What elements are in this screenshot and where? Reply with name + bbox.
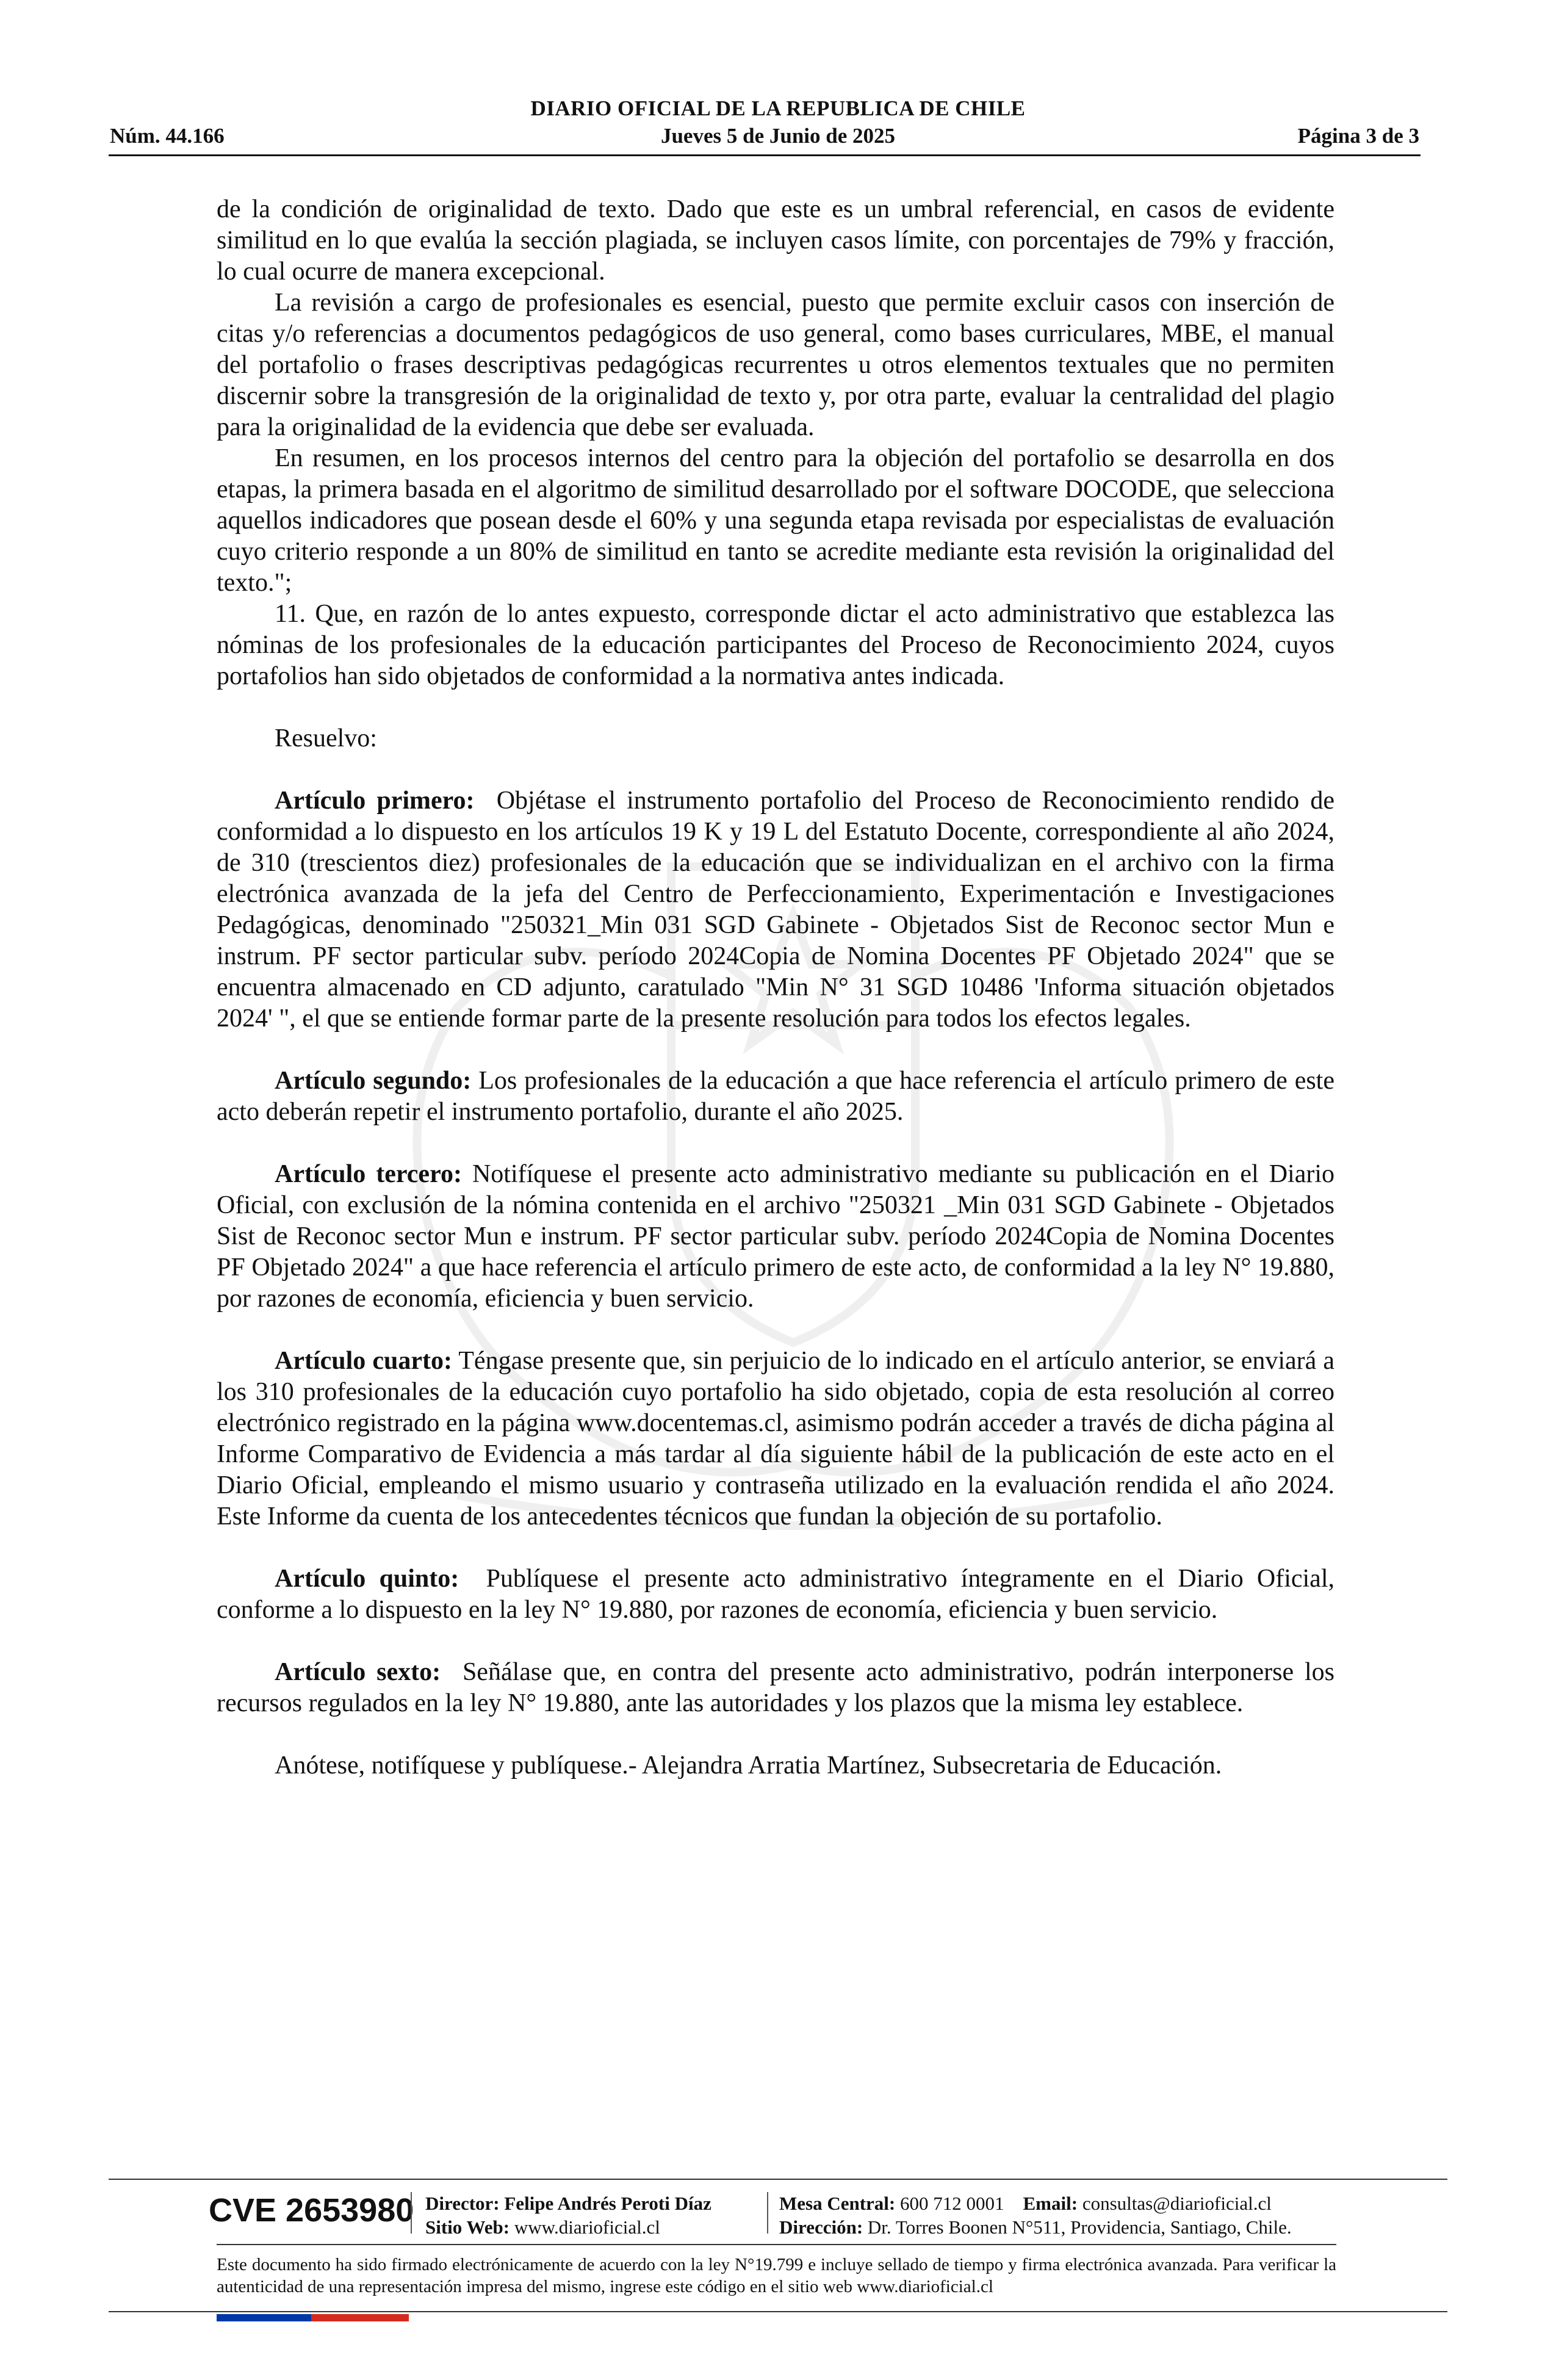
article-6-text: Señálase que, en contra del presente acto administrativo, podrán interponerse los recursos regulados en la ley N° 19.880, ante las autoridades y los plazos que la misma ley establece. bbox=[217, 1658, 1335, 1717]
address-label: Dirección: bbox=[779, 2216, 863, 2238]
resuelvo-heading: Resuelvo: bbox=[275, 724, 377, 752]
article-1 bbox=[217, 785, 1334, 1034]
article-5-label: Artículo quinto: bbox=[275, 1565, 459, 1593]
footer-legal-note: Este documento ha sido firmado electrónicamente de acuerdo con la ley N°19.799 e incluye sellado de tiempo y firma electrónica avanzada. Para verificar la autenticidad de una representación impresa del mismo, ingrese este código en el sitio web www.diarioficial.cl bbox=[217, 2255, 1336, 2296]
article-4-label: Artículo cuarto: bbox=[275, 1347, 452, 1375]
flag-color-bar bbox=[217, 2314, 409, 2321]
document-body bbox=[217, 194, 1334, 1781]
article-3 bbox=[217, 1159, 1334, 1314]
article-1-label: Artículo primero: bbox=[275, 787, 475, 815]
article-3-text: Notifíquese el presente acto administrativo mediante su publicación en el Diario Oficial, con exclusión de la nómina contenida en el archivo "250321 _Min 031 SGD Gabinete - Objetados Sist de Reconoc sector Mun e instrum. PF sector particular subv. período 2024Copia de Nomina Docentes PF Objetado 2024" a que hace referencia el artículo primero de este acto, de conformidad a la ley N° 19.880, por razones de economía, eficiencia y buen servicio. bbox=[217, 1160, 1334, 1313]
article-6-label: Artículo sexto: bbox=[275, 1658, 441, 1686]
website-link[interactable]: www.diarioficial.cl bbox=[514, 2216, 660, 2238]
publication-title: DIARIO OFICIAL DE LA REPUBLICA DE CHILE bbox=[530, 96, 1026, 120]
flag-red-segment bbox=[311, 2314, 409, 2321]
closing-signature: Anótese, notifíquese y publíquese.- Alejandra Arratia Martínez, Subsecretaria de Educación. bbox=[275, 1751, 1222, 1780]
phone-label: Mesa Central: bbox=[779, 2193, 896, 2214]
footer-separator bbox=[767, 2192, 768, 2234]
paragraph-summary: En resumen, en los procesos internos del centro para la objeción del portafolio se desarrolla en dos etapas, la primera basada en el algoritmo de similitud desarrollado por el software DOCODE, que selecciona aquellos indicadores que posean desde el 60% y una segunda etapa revisada por especialistas de evaluación cuyo criterio responde a un 80% de similitud en tanto se acredite mediante esta revisión la originalidad del texto."; bbox=[217, 444, 1334, 597]
paragraph-considerando-11: 11. Que, en razón de lo antes expuesto, corresponde dictar el acto administrativo que establezca las nóminas de los profesionales de la educación participantes del Proceso de Reconocimiento 2024, cuyos portafolios han sido objetados de conformidad a la normativa antes indicada. bbox=[217, 600, 1334, 690]
article-2-text: Los profesionales de la educación a que hace referencia el artículo primero de este acto deberán repetir el instrumento portafolio, durante el año 2025. bbox=[217, 1067, 1334, 1126]
issue-number: Núm. 44.166 bbox=[110, 124, 225, 148]
article-4-text: Téngase presente que, sin perjuicio de lo indicado en el artículo anterior, se enviará a los 310 profesionales de la educación cuyo portafolio ha sido objetado, copia de esta resolución al correo electrónico registrado en la página www.docentemas.cl, asimismo podrán acceder a través de dicha página al Informe Comparativo de Evidencia a más tardar al día siguiente hábil de la publicación de este acto en el Diario Oficial, empleando el mismo usuario y contraseña utilizado en la evaluación rendida el año 2024. Este Informe da cuenta de los antecedentes técnicos que fundan la objeción de su portafolio. bbox=[217, 1347, 1334, 1531]
article-4 bbox=[217, 1346, 1334, 1532]
footer-divider-mid bbox=[217, 2244, 1336, 2245]
paragraph-review: La revisión a cargo de profesionales es esencial, puesto que permite excluir casos con inserción de citas y/o referencias a documentos pedagógicos de uso general, como bases curriculares, MBE, el manual del portafolio o frases descriptivas pedagógicas recurrentes u otros elementos textuales que no permiten discernir sobre la transgresión de la originalidad de texto y, por otra parte, evaluar la centralidad del plagio para la originalidad de la evidencia que debe ser evaluada. bbox=[217, 289, 1334, 441]
cve-code: CVE 2653980 bbox=[209, 2192, 414, 2229]
email-link[interactable]: consultas@diarioficial.cl bbox=[1082, 2193, 1272, 2214]
footer-contact-block bbox=[779, 2191, 1292, 2239]
article-2 bbox=[217, 1066, 1334, 1128]
email-label: Email: bbox=[1023, 2193, 1078, 2214]
footer-director-block bbox=[425, 2191, 711, 2239]
page-indicator: Página 3 de 3 bbox=[1297, 124, 1419, 148]
website-label: Sitio Web: bbox=[425, 2216, 510, 2238]
footer-divider-top bbox=[109, 2179, 1447, 2180]
article-2-label: Artículo segundo: bbox=[275, 1067, 472, 1095]
article-6 bbox=[217, 1657, 1334, 1719]
flag-blue-segment bbox=[217, 2314, 311, 2321]
issue-date: Jueves 5 de Junio de 2025 bbox=[660, 124, 896, 148]
article-5 bbox=[217, 1563, 1334, 1626]
director-name: Felipe Andrés Peroti Díaz bbox=[504, 2193, 711, 2214]
article-5-text: Publíquese el presente acto administrativo íntegramente en el Diario Oficial, conforme a lo dispuesto en la ley N° 19.880, por razones de economía, eficiencia y buen servicio. bbox=[217, 1565, 1334, 1624]
footer-divider-bottom bbox=[109, 2311, 1447, 2312]
phone-number: 600 712 0001 bbox=[900, 2193, 1004, 2214]
article-1-text: Objétase el instrumento portafolio del Proceso de Reconocimiento rendido de conformidad a lo dispuesto en los artículos 19 K y 19 L del Estatuto Docente, correspondiente al año 2024, de 310 (trescientos diez) profesionales de la educación que se individualizan en el archivo con la firma electrónica avanzada de la jefa del Centro de Perfeccionamiento, Experimentación e Investigaciones Pedagógicas, denominado "250321_Min 031 SGD Gabinete - Objetados Sist de Reconoc sector Mun e instrum. PF sector particular subv. período 2024Copia de Nomina Docentes PF Objetado 2024" que se encuentra almacenado en CD adjunto, caratulado "Min N° 31 SGD 10486 'Informa situación objetados 2024' ", el que se entiende formar parte de la presente resolución para todos los efectos legales. bbox=[217, 787, 1335, 1033]
article-3-label: Artículo tercero: bbox=[275, 1160, 462, 1188]
footer-separator bbox=[411, 2192, 412, 2234]
paragraph-continuation: de la condición de originalidad de texto. Dado que este es un umbral referencial, en casos de evidente similitud en lo que evalúa la sección plagiada, se incluyen casos límite, con porcentajes de 79% y fracción, lo cual ocurre de manera excepcional. bbox=[217, 195, 1334, 286]
header-divider bbox=[109, 154, 1421, 156]
director-label: Director: bbox=[425, 2193, 500, 2214]
address-text: Dr. Torres Boonen N°511, Providencia, Santiago, Chile. bbox=[867, 2216, 1292, 2238]
